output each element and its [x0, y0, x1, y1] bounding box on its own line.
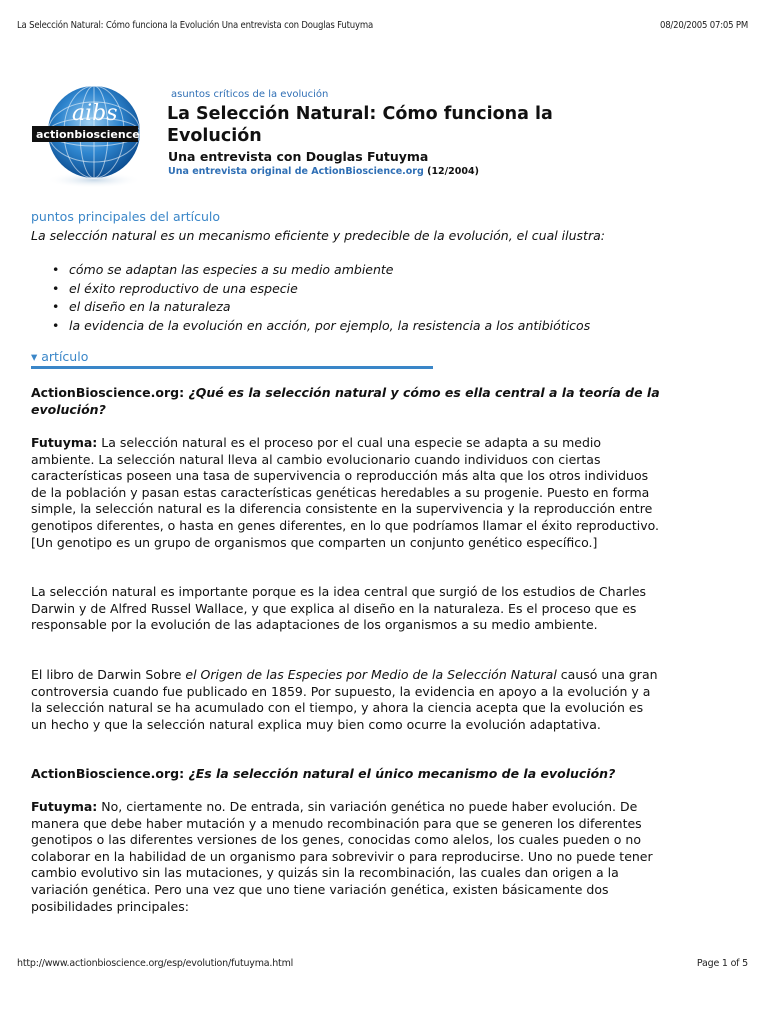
paragraph-3-text-a: El libro de Darwin Sobre — [31, 667, 186, 682]
globe-logo-icon — [30, 82, 164, 190]
answer-text: La selección natural es el proceso por el cual una especie se adapta a su medio ambiente. La selección natural lleva al cambio evolucionario cuando individuos con ciertas características poseen una tasa de supervivencia o reproducción más alta que los otros individuos de la población y pasan estas características genéticas heredables a su progenie. Puesto en forma simple, la selección natural es la diferencia consistente en la supervivencia y la reproducción entre genotipos diferentes, o hasta en genes diferentes, en lo que podríamos llamar el éxito reproductivo. [Un genotipo es un grupo de organismos que comparten un conjunto genético específico.] — [31, 435, 660, 550]
list-item: • el éxito reproductivo de una especie — [52, 280, 590, 299]
section-kicker: asuntos críticos de la evolución — [171, 89, 329, 100]
book-title: el Origen de las Especies por Medio de la Selección Natural — [185, 667, 557, 682]
page-subtitle: Una entrevista con Douglas Futuyma — [168, 149, 429, 164]
answer-text: No, ciertamente no. De entrada, sin variación genética no puede haber evolución. De manera que debe haber mutación y a menudo recombinación para que se generen los diferentes genotipos o las diferentes versiones de los genes, conocidas como alelos, los cuales pueden o no colaborar en la habilidad de un organismo para sobrevivir o para reproducirse. Uno no puede tener cambio evolutivo sin las mutaciones, y quizás sin la recombinación, las cuales dan origen a la variación genética. Pero una vez que uno tiene variación genética, existen básicamente dos posibilidades principales: — [31, 799, 653, 914]
answer-speaker: Futuyma: — [31, 799, 98, 814]
list-item: • el diseño en la naturaleza — [52, 298, 590, 317]
article-divider — [31, 366, 433, 369]
highlights-lead: La selección natural es un mecanismo eficiente y predecible de la evolución, el cual ilustra: — [31, 228, 605, 243]
paragraph-3 — [31, 667, 661, 733]
list-item: • cómo se adaptan las especies a su medio ambiente — [52, 261, 590, 280]
original-interview-link[interactable]: Una entrevista original de ActionBioscience.org — [168, 166, 424, 177]
original-date: (12/2004) — [427, 166, 479, 177]
answer-1 — [31, 435, 661, 551]
highlights-heading: puntos principales del artículo — [31, 209, 221, 224]
question-text: ¿Qué es la selección natural y cómo es ella central a la teoría de la evolución? — [31, 385, 660, 417]
svg-text:actionbioscience.org: actionbioscience.org — [36, 128, 164, 141]
question-2 — [31, 766, 661, 783]
question-speaker: ActionBioscience.org: — [31, 766, 185, 781]
answer-speaker: Futuyma: — [31, 435, 98, 450]
highlights-list — [52, 261, 590, 335]
original-interview-line — [168, 166, 479, 177]
question-1 — [31, 385, 661, 418]
question-speaker: ActionBioscience.org: — [31, 385, 185, 400]
paragraph-2: La selección natural es importante porque es la idea central que surgió de los estudios de Charles Darwin y de Alfred Russel Wallace, y que explica al diseño en la naturaleza. Es el proceso que es responsable por la evolución de las adaptaciones de los organismos a su medio ambiente. — [31, 584, 647, 633]
print-header-title: La Selección Natural: Cómo funciona la Evolución Una entrevista con Douglas Futuyma — [17, 20, 373, 31]
aibs-logo[interactable] — [30, 82, 164, 190]
print-header-datetime: 08/20/2005 07:05 PM — [659, 20, 748, 31]
print-footer-page: Page 1 of 5 — [696, 958, 748, 969]
svg-text:aibs: aibs — [72, 101, 118, 126]
article-toggle[interactable]: ▾ artículo — [31, 349, 89, 364]
question-text: ¿Es la selección natural el único mecanismo de la evolución? — [188, 766, 616, 781]
list-item: • la evidencia de la evolución en acción, por ejemplo, la resistencia a los antibióticos — [52, 317, 590, 336]
page-title: La Selección Natural: Cómo funciona la Evolución — [167, 104, 553, 146]
print-footer-url: http://www.actionbioscience.org/esp/evolution/futuyma.html — [17, 958, 294, 969]
answer-2 — [31, 799, 661, 915]
paragraph-3-text-b: causó una gran controversia cuando fue publicado en 1859. Por supuesto, la evidencia en apoyo a la evolución y a la selección natural se ha acumulado con el tiempo, y ahora la ciencia acepta que la evolución es un hecho y que la selección natural explica muy bien como ocurre la evolución adaptativa. — [31, 667, 658, 732]
